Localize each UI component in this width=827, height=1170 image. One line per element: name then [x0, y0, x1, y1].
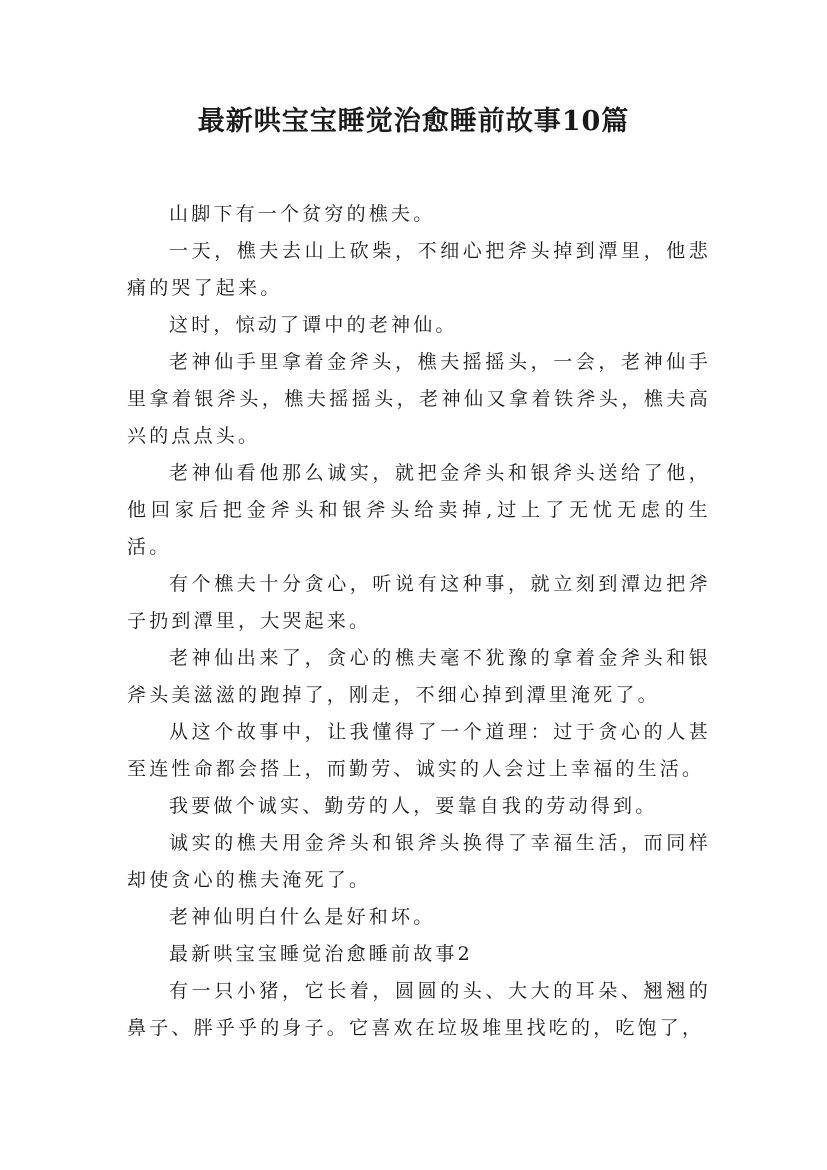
paragraph: 有一只小猪，它长着，圆圆的头、大大的耳朵、翘翘的鼻子、胖乎乎的身子。它喜欢在垃圾堆里找吃的，吃饱了，	[127, 980, 711, 1039]
paragraph: 老神仙看他那么诚实，就把金斧头和银斧头送给了他，他回家后把金斧头和银斧头给卖掉,过上了无忧无虑的生活。	[127, 462, 711, 558]
document-title: 最新哄宝宝睡觉治愈睡前故事10篇	[197, 106, 630, 137]
paragraph: 诚实的樵夫用金斧头和银斧头换得了幸福生活，而同样却使贪心的樵夫淹死了。	[127, 832, 711, 891]
paragraph: 山脚下有一个贫穷的樵夫。	[169, 203, 436, 225]
paragraph: 一天，樵夫去山上砍柴，不细心把斧头掉到潭里，他悲痛的哭了起来。	[127, 240, 711, 299]
paragraph: 老神仙明白什么是好和坏。	[169, 906, 436, 928]
paragraph: 老神仙手里拿着金斧头，樵夫摇摇头，一会，老神仙手里拿着银斧头，樵夫摇摇头，老神仙又拿着铁斧头，樵夫高兴的点点头。	[127, 351, 711, 447]
document-body	[127, 196, 711, 1047]
section-heading: 最新哄宝宝睡觉治愈睡前故事2	[169, 943, 473, 965]
paragraph: 我要做个诚实、勤劳的人，要靠自我的劳动得到。	[169, 795, 658, 817]
paragraph: 这时，惊动了谭中的老神仙。	[169, 314, 458, 336]
paragraph: 老神仙出来了，贪心的樵夫毫不犹豫的拿着金斧头和银斧头美滋滋的跑掉了，刚走，不细心掉到潭里淹死了。	[127, 647, 711, 706]
paragraph: 有个樵夫十分贪心，听说有这种事，就立刻到潭边把斧子扔到潭里，大哭起来。	[127, 573, 711, 632]
paragraph: 从这个故事中，让我懂得了一个道理：过于贪心的人甚至连性命都会搭上，而勤劳、诚实的人会过上幸福的生活。	[127, 721, 711, 780]
